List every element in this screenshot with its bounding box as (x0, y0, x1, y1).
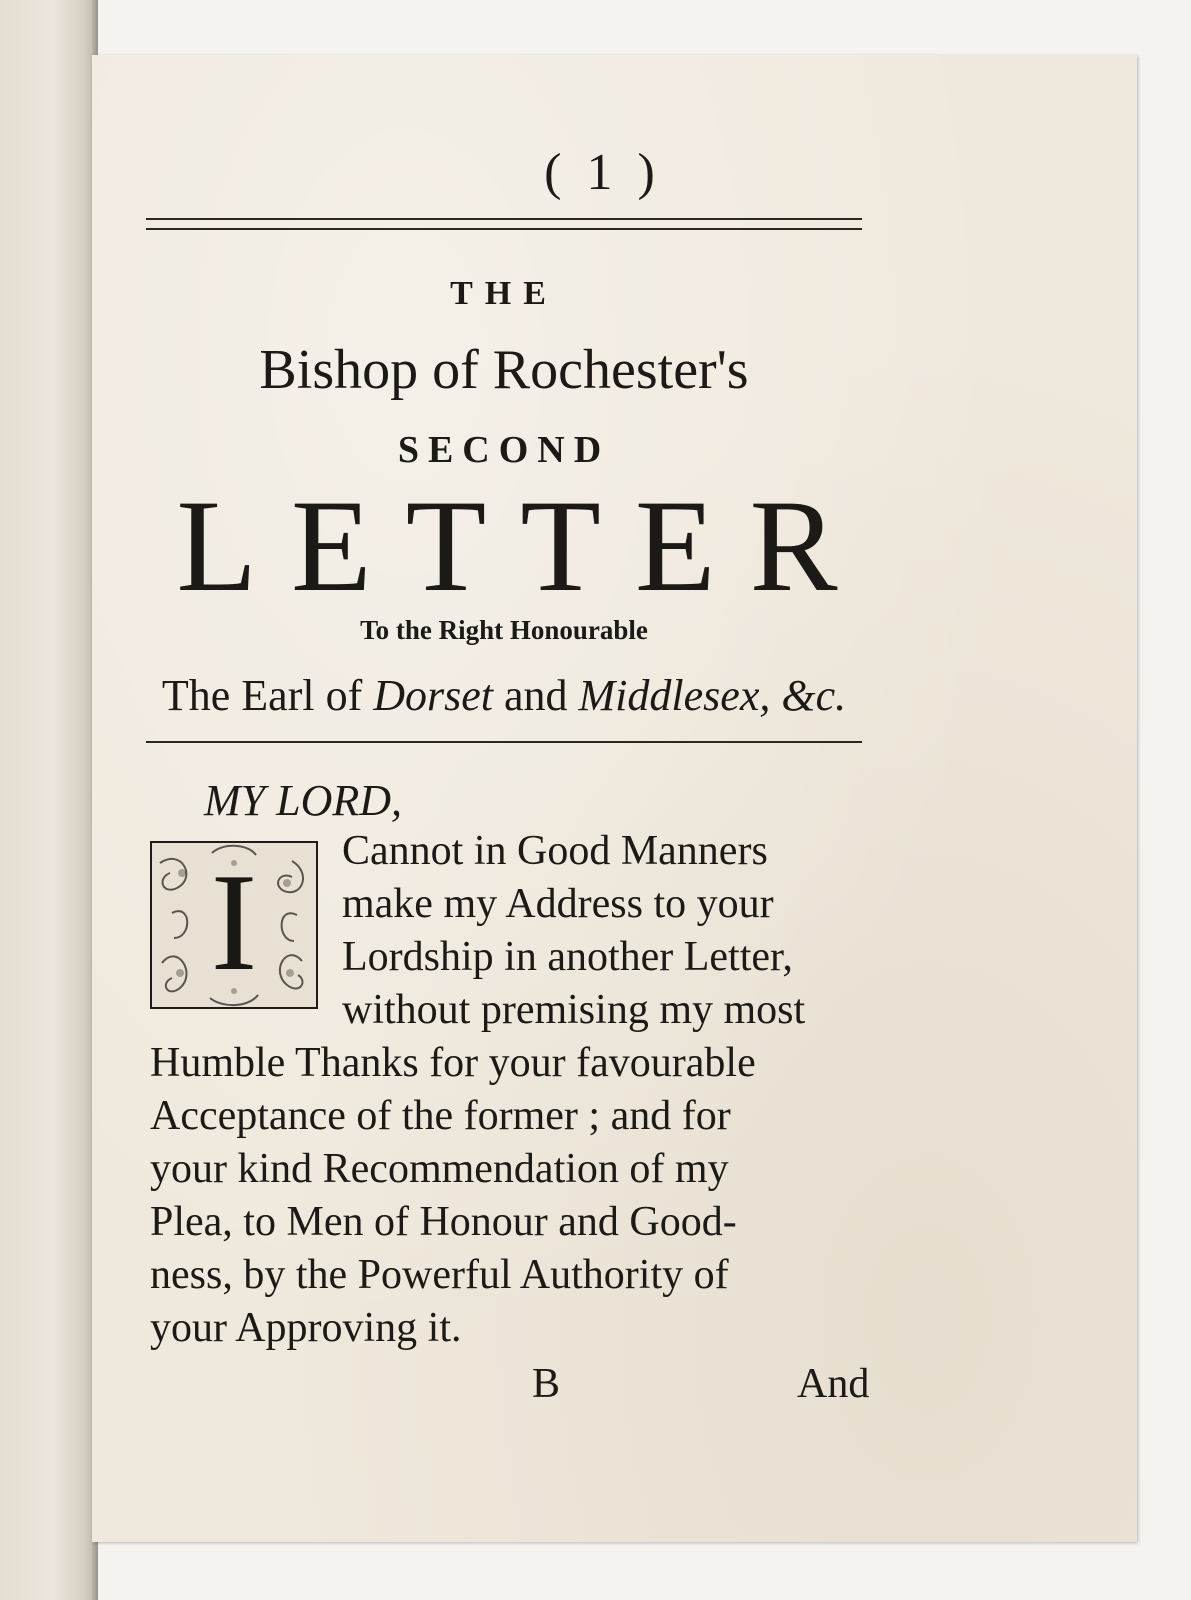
body-line: ness, by the Powerful Authority of (150, 1252, 729, 1298)
initial-letter: I (210, 845, 258, 1000)
earl-and: and (493, 671, 579, 720)
page-number: ( 1 ) (544, 144, 661, 201)
signature-mark: B (532, 1361, 561, 1407)
decorated-initial (150, 841, 318, 1009)
body-line: Humble Thanks for your favourable (150, 1040, 756, 1086)
catchword: And (797, 1361, 870, 1407)
book-page (92, 55, 1137, 1542)
body-line: Cannot in Good Manners (342, 828, 768, 874)
earl-middlesex: Middlesex (578, 671, 760, 720)
body-line: make my Address to your (342, 881, 774, 927)
title-bottom-rule (146, 741, 862, 743)
heading-earl (146, 670, 862, 721)
earl-prefix: The Earl of (161, 671, 374, 720)
header-double-rule (146, 218, 862, 230)
preceding-page-edges (0, 0, 98, 1600)
earl-dorset: Dorset (373, 671, 493, 720)
heading-second: SECOND (397, 429, 611, 471)
heading-bishop: Bishop of Rochester's (259, 339, 749, 401)
body-line: your kind Recommendation of my (150, 1146, 729, 1192)
salutation: MY LORD, (204, 776, 403, 825)
body-line: Plea, to Men of Honour and Good- (150, 1199, 737, 1245)
earl-suffix: , &c. (759, 671, 847, 720)
heading-dedication: To the Right Honourable (360, 615, 648, 645)
body-line: your Approving it. (150, 1305, 462, 1351)
body-line: without premising my most (342, 987, 806, 1033)
heading-the: THE (450, 275, 558, 312)
body-line: Acceptance of the former ; and for (150, 1093, 731, 1139)
heading-letter: LETTER (176, 472, 872, 619)
body-line: Lordship in another Letter, (342, 934, 793, 980)
